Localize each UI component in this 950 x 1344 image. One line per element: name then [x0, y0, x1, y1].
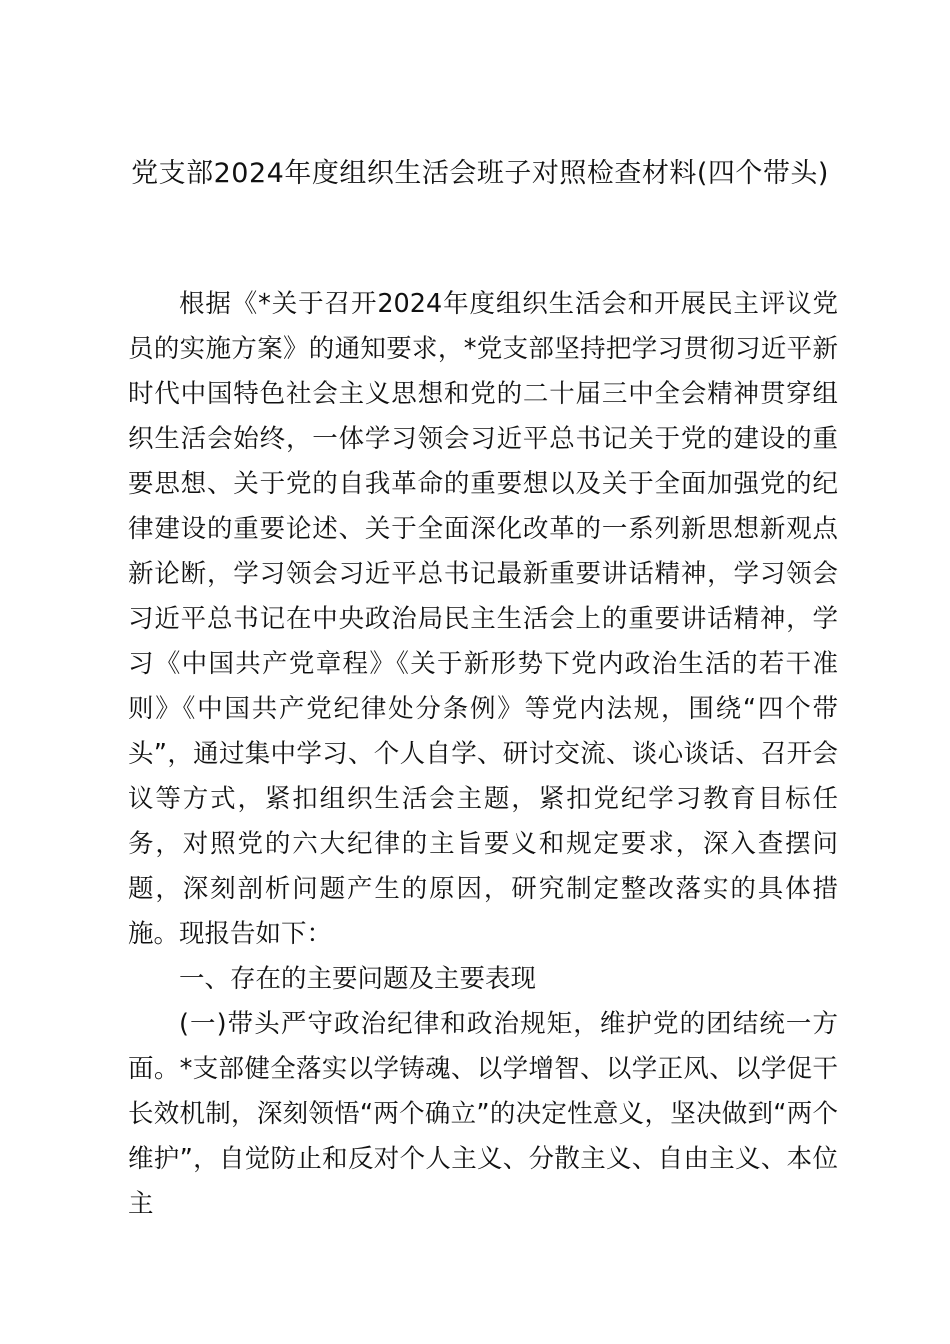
paragraph-intro: 根据《*关于召开2024年度组织生活会和开展民主评议党员的实施方案》的通知要求，*党支部坚持把学习贯彻习近平新时代中国特色社会主义思想和党的二十届三中全会精神贯穿组织生活会始终，一体学习领会习近平总书记关于党的建设的重要思想、关于党的自我革命的重要想以及关于全面加强党的纪律建设的重要论述、关于全面深化改革的一系列新思想新观点新论断，学习领会习近平总书记最新重要讲话精神，学习领会习近平总书记在中央政治局民主生活会上的重要讲话精神，学习《中国共产党章程》《关于新形势下党内政治生活的若干准则》《中国共产党纪律处分条例》等党内法规，围绕“四个带头”，通过集中学习、个人自学、研讨交流、谈心谈话、召开会议等方式，紧扣组织生活会主题，紧扣党纪学习教育目标任务，对照党的六大纪律的主旨要义和规定要求，深入查摆问题，深刻剖析问题产生的原因，研究制定整改落实的具体措施。现报告如下：	[128, 289, 838, 949]
section-heading: 一、存在的主要问题及主要表现	[179, 964, 537, 994]
document-title: 党支部2024年度组织生活会班子对照检查材料(四个带头)	[131, 158, 829, 189]
paragraph-section-1: (一)带头严守政治纪律和政治规矩，维护党的团结统一方面。*支部健全落实以学铸魂、以学增智、以学正风、以学促干长效机制，深刻领悟“两个确立”的决定性意义，坚决做到“两个维护”，自觉防止和反对个人主义、分散主义、自由主义、本位主	[128, 1009, 838, 1219]
document-body	[128, 282, 838, 1227]
